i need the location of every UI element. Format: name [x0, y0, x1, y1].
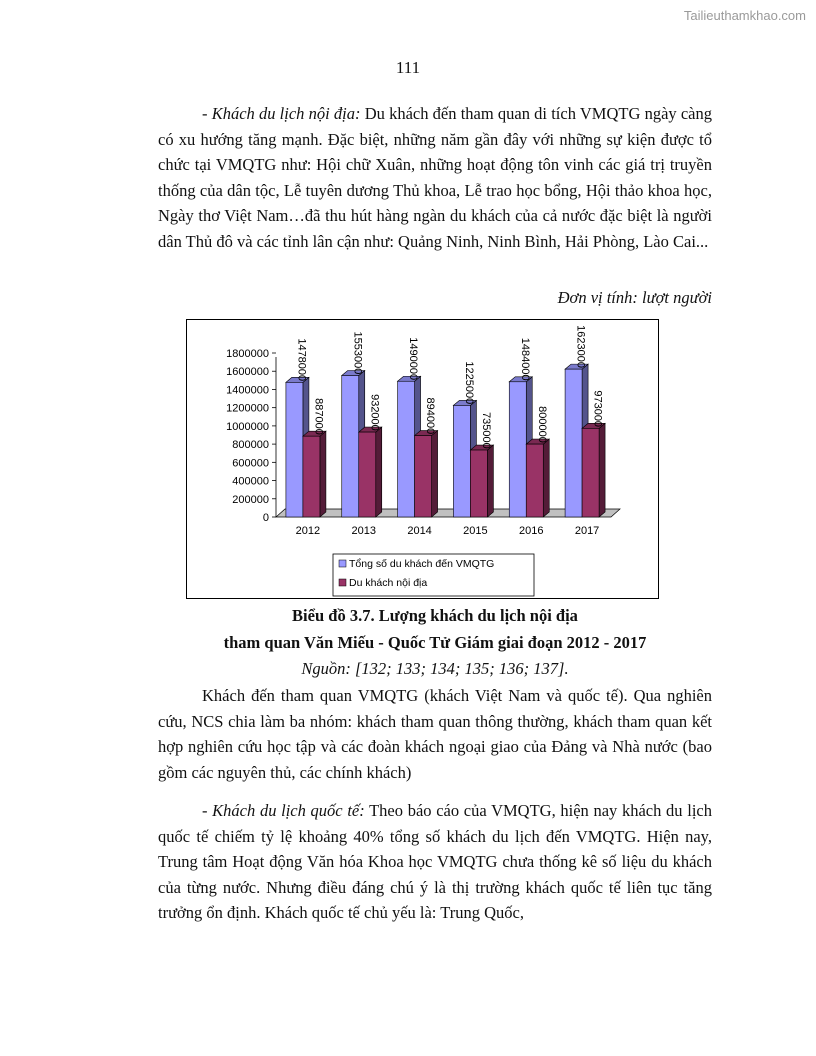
bar-domestic: [526, 444, 543, 517]
y-tick-label: 1000000: [226, 420, 269, 433]
data-label: 1225000: [462, 361, 475, 405]
bar-total: [286, 382, 303, 517]
data-label: 1478000: [295, 338, 308, 382]
y-tick-label: 600000: [232, 457, 269, 470]
x-tick-label: 2017: [574, 525, 600, 537]
bar-side: [599, 423, 605, 517]
bar-total: [565, 369, 582, 517]
data-label: 887000: [312, 398, 325, 435]
bar-domestic: [303, 436, 320, 517]
data-label: 1623000: [574, 325, 587, 368]
y-tick-label: 400000: [232, 475, 269, 488]
bar-side: [432, 431, 438, 517]
x-tick-label: 2015: [463, 525, 488, 537]
y-tick-label: 1200000: [226, 402, 269, 415]
bar-side: [487, 445, 493, 517]
bar-total: [398, 381, 415, 517]
y-tick-label: 1600000: [226, 366, 269, 379]
page-number: 111: [395, 58, 421, 77]
data-label: 894000: [424, 397, 437, 435]
data-label: 800000: [535, 406, 548, 443]
paragraph-visitors-groups: Khách đến tham quan VMQTG (khách Việt Nam và quốc tế). Qua nghiên cứu, NCS chia làm ba nhóm: khách tham quan thông thường, khách tham quan kết hợp nghiên cứu học tập và các đoàn khách ngoại giao của Đảng và Nhà nước (bao gồm các nguyên thủ, các chính khách): [158, 686, 712, 782]
bar-total: [453, 405, 470, 517]
bar-chart: [186, 319, 659, 599]
bar-side: [376, 427, 382, 517]
x-tick-label: 2014: [407, 525, 432, 537]
bar-side: [543, 439, 549, 517]
chart-svg: [187, 320, 658, 598]
paragraph-international-tourists: [158, 798, 712, 926]
x-tick-label: 2013: [351, 525, 376, 537]
bar-domestic: [359, 432, 376, 517]
x-tick-label: 2016: [519, 525, 544, 537]
watermark: Tailieuthamkhao.com: [683, 8, 806, 23]
data-label: 932000: [368, 394, 381, 431]
paragraph-lead: - Khách du lịch nội địa:: [202, 104, 361, 123]
y-tick-label: 200000: [232, 493, 269, 506]
chart-caption-line2: tham quan Văn Miếu - Quốc Tử Giám giai đoạn 2012 - 2017: [223, 633, 647, 652]
legend-label: Du khách nội địa: [349, 577, 428, 589]
y-tick-label: 0: [262, 512, 269, 524]
data-label: 1484000: [518, 337, 531, 381]
bar-domestic: [470, 450, 487, 517]
data-label: 1490000: [407, 337, 420, 381]
bar-domestic: [415, 436, 432, 517]
y-tick-label: 1800000: [226, 348, 269, 360]
paragraph-lead: - Khách du lịch quốc tế:: [202, 801, 365, 820]
unit-label: Đơn vị tính: lượt người: [557, 288, 712, 307]
x-tick-label: 2012: [295, 525, 321, 537]
legend-label: Tổng số du khách đến VMQTG: [349, 558, 495, 570]
y-tick-label: 800000: [232, 439, 269, 452]
bar-domestic: [582, 428, 599, 517]
bar-total: [509, 382, 526, 517]
chart-caption-line1: Biểu đồ 3.7. Lượng khách du lịch nội địa: [292, 606, 578, 625]
bar-side: [320, 431, 326, 517]
paragraph-body: Theo báo cáo của VMQTG, hiện nay khách du lịch quốc tế chiếm tỷ lệ khoảng 40% tổng số khách du lịch đến VMQTG. Hiện nay, Trung tâm Hoạt động Văn hóa Khoa học VMQTG chưa thống kê số liệu du khách của từng nước. Nhưng điều đáng chú ý là thị trường khách quốc tế liên tục tăng trưởng ổn định. Khách quốc tế chủ yếu là: Trung Quốc,: [158, 801, 712, 923]
data-label: 1553000: [351, 331, 364, 375]
paragraph-domestic-tourists: [158, 101, 712, 255]
chart-source: Nguồn: [132; 133; 134; 135; 136; 137].: [301, 659, 569, 678]
paragraph-body: Du khách đến tham quan di tích VMQTG ngày càng có xu hướng tăng mạnh. Đặc biệt, những năm gần đây với những sự kiện được tổ chức tại VMQTG như: Hội chữ Xuân, những hoạt động tôn vinh các giá trị truyền thống của dân tộc, Lễ tuyên dương Thủ khoa, Lễ trao học bổng, Hội thảo khoa học, Ngày thơ Việt Nam…đã thu hút hàng ngàn du khách của cả nước đặc biệt là người dân Thủ đô và các tỉnh lân cận như: Quảng Ninh, Ninh Bình, Hải Phòng, Lào Cai...: [158, 104, 712, 251]
legend-swatch: [339, 560, 346, 567]
data-label: 973000: [591, 390, 604, 428]
legend-swatch: [339, 579, 346, 586]
data-label: 735000: [479, 412, 492, 449]
y-tick-label: 1400000: [226, 384, 269, 397]
bar-total: [342, 376, 359, 517]
